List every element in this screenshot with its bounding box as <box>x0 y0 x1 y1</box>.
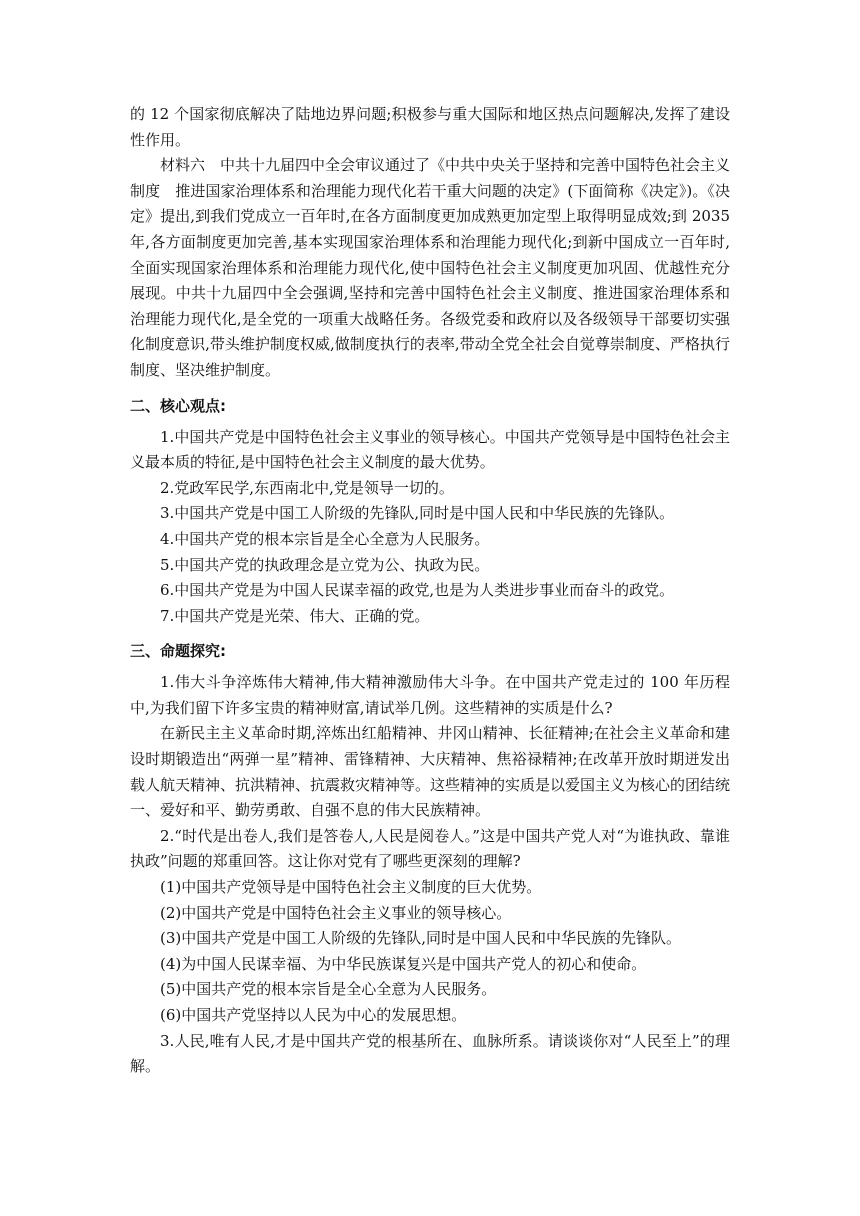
answer-1: 在新民主主义革命时期,淬炼出红船精神、井冈山精神、长征精神;在社会主义革命和建设时期锻造出“两弹一星”精神、雷锋精神、大庆精神、焦裕禄精神;在改革开放时期迸发出载人航天精神、抗洪精神、抗震救灾精神等。这些精神的实质是以爱国主义为核心的团结统一、爱好和平、勤劳勇敢、自强不息的伟大民族精神。 <box>130 724 731 820</box>
answer-2-item: (2)中国共产党是中国特色社会主义事业的领导核心。 <box>160 903 512 922</box>
core-view-item: 3.中国共产党是中国工人阶级的先锋队,同时是中国人民和中华民族的先锋队。 <box>160 504 675 523</box>
core-view-item: 6.中国共产党是为中国人民谋幸福的政党,也是为人类进步事业而奋斗的政党。 <box>160 581 675 600</box>
material-six-paragraph: 材料六 中共十九届四中全会审议通过了《中共中央关于坚持和完善中国特色社会主义制度 推进国家治理体系和治理能力现代化若干重大问题的决定》(下面简称《决定》)。《决定》提出,到我们党成立一百年时,在各方面制度更加成熟更加定型上取得明显成效;到 2035 年,各方面制度更加完善,基本实现国家治理体系和治理能力现代化;到新中国成立一百年时,全面实现国家治理体系和治理能力现代化,使中国特色社会主义制度更加巩固、优越性充分展现。中共十九届四中全会强调,坚持和完善中国特色社会主义制度、推进国家治理体系和治理能力现代化,是全党的一项重大战略任务。各级党委和政府以及各级领导干部要切实强化制度意识,带头维护制度权威,做制度执行的表率,带动全党全社会自觉尊崇制度、严格执行制度、坚决维护制度。 <box>130 156 731 379</box>
core-view-item: 2.党政军民学,东西南北中,党是领导一切的。 <box>160 478 454 497</box>
section-heading-core-views: 二、核心观点: <box>130 396 226 415</box>
core-view-item: 7.中国共产党是光荣、伟大、正确的党。 <box>160 606 430 625</box>
core-view-item: 5.中国共产党的执政理念是立党为公、执政为民。 <box>160 555 490 574</box>
section-heading-exploration: 三、命题探究: <box>130 642 226 661</box>
question-1: 1.伟大斗争淬炼伟大精神,伟大精神激励伟大斗争。在中国共产党走过的 100 年历程中,为我们留下许多宝贵的精神财富,请试举几例。这些精神的实质是什么? <box>130 673 730 717</box>
question-3: 3.人民,唯有人民,才是中国共产党的根基所在、血脉所系。请谈谈你对“人民至上”的理解。 <box>130 1031 730 1076</box>
continued-paragraph: 的 12 个国家彻底解决了陆地边界问题;积极参与重大国际和地区热点问题解决,发挥了建设性作用。 <box>130 105 730 149</box>
question-2: 2.“时代是出卷人,我们是答卷人,人民是阅卷人。”这是中国共产党人对“为谁执政、靠谁执政”问题的郑重回答。这让你对党有了哪些更深刻的理解? <box>130 826 730 871</box>
answer-2-item: (4)为中国人民谋幸福、为中华民族谋复兴是中国共产党人的初心和使命。 <box>160 954 647 973</box>
answer-2-item: (6)中国共产党坚持以人民为中心的发展思想。 <box>160 1006 467 1024</box>
core-view-item: 1.中国共产党是中国特色社会主义事业的领导核心。中国共产党领导是中国特色社会主义最本质的特征,是中国特色社会主义制度的最大优势。 <box>130 427 730 472</box>
core-view-item: 4.中国共产党的根本宗旨是全心全意为人民服务。 <box>160 529 490 548</box>
answer-2-item: (5)中国共产党的根本宗旨是全心全意为人民服务。 <box>160 980 497 999</box>
answer-2-item: (3)中国共产党是中国工人阶级的先锋队,同时是中国人民和中华民族的先锋队。 <box>160 929 682 948</box>
page-content <box>130 102 730 1080</box>
answer-2-item: (1)中国共产党领导是中国特色社会主义制度的巨大优势。 <box>160 878 542 897</box>
